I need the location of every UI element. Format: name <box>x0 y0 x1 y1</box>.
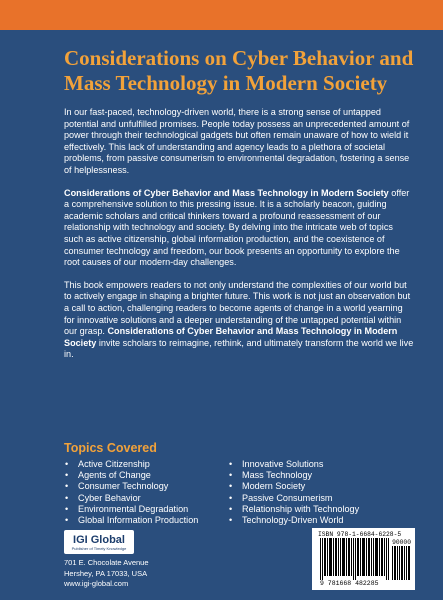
book-title-inline: Considerations of Cyber Behavior and Mass Technology in Modern Society <box>64 326 398 348</box>
address-line-1: 701 E. Chocolate Avenue <box>64 558 149 567</box>
bullet-icon: • <box>65 470 69 481</box>
bullet-icon: • <box>65 481 69 492</box>
book-title: Considerations on Cyber Behavior and Mass Technology in Modern Society <box>64 46 414 95</box>
logo-tagline: Publisher of Timely Knowledge <box>71 545 127 551</box>
topic-item: • Innovative Solutions <box>229 459 324 469</box>
book-title-inline: Considerations of Cyber Behavior and Mass Technology in Modern Society <box>64 187 389 198</box>
bullet-icon: • <box>229 515 233 526</box>
paragraph-3-text-end: invite scholars to reimagine, rethink, and ultimately transform the world we live in. <box>64 337 414 360</box>
publisher-website[interactable]: www.igi-global.com <box>64 579 129 588</box>
isbn-barcode <box>312 528 415 590</box>
topics-list-left <box>64 459 198 526</box>
back-cover-content <box>64 46 414 372</box>
bullet-icon: • <box>65 515 69 526</box>
bullet-icon: • <box>229 470 233 481</box>
topic-item: • Agents of Change <box>65 470 151 481</box>
topics-list-right <box>228 459 359 526</box>
bullet-icon: • <box>65 459 69 469</box>
description-paragraph-2 <box>64 188 414 269</box>
topics-heading: Topics Covered <box>64 441 157 455</box>
topic-item: • Global Information Production <box>65 515 199 526</box>
description-paragraph-3 <box>64 280 414 361</box>
topic-item: • Active Citizenship <box>65 459 150 469</box>
publisher-logo <box>64 530 134 554</box>
ean-number: 9 781668 482285 <box>320 580 379 587</box>
topic-item: • Passive Consumerism <box>229 492 333 503</box>
publisher-address <box>64 558 149 590</box>
bullet-icon: • <box>65 503 69 514</box>
topic-item: • Technology-Driven World <box>229 515 344 526</box>
topic-item: • Mass Technology <box>229 470 313 481</box>
bullet-icon: • <box>229 481 233 492</box>
topic-item: • Modern Society <box>229 481 306 492</box>
bullet-icon: • <box>229 503 233 514</box>
isbn-number: ISBN 978-1-6684-6228-5 <box>318 531 402 538</box>
top-accent-bar <box>0 0 443 30</box>
topic-item: • Environmental Degradation <box>65 503 189 514</box>
logo-brand-text: IGI Global <box>73 533 125 546</box>
topic-item: • Cyber Behavior <box>65 492 141 503</box>
barcode-bars-icon <box>320 538 390 580</box>
address-line-2: Hershey, PA 17033, USA <box>64 568 148 578</box>
price-code: 90000 <box>392 539 411 546</box>
bullet-icon: • <box>229 492 233 503</box>
addon-barcode-icon <box>392 546 410 580</box>
paragraph-2-text: offer a comprehensive solution to this pressing issue. It is a scholarly beacon, guiding academic scholars and critical thinkers toward a profound reassessment of our relationship with technology and society. By delving into the intricate web of topics such as active citizenship, global information production, and the coexistence of consumer technology and freedom, our book presents an opportunity to explore the root causes of our modern-day challenges. <box>64 187 410 268</box>
bullet-icon: • <box>229 459 233 469</box>
topic-item: • Relationship with Technology <box>229 503 360 514</box>
topic-item: • Consumer Technology <box>65 481 169 492</box>
bullet-icon: • <box>65 492 69 503</box>
paragraph-3-text-start: This book empowers readers to not only understand the complexities of our world but to actively engage in shaping a brighter future. This work is not just an observation but a call to action, challenging readers to become agents of change in a world yearning for innovative solutions and a deeper understanding of the untapped potential within our grasp. <box>64 279 411 337</box>
description-paragraph-1: In our fast-paced, technology-driven world, there is a strong sense of untapped potential and unfulfilled promises. People today possess an unprecedented amount of power through their technological gadgets but often remain unaware of how to wield it effectively. This lack of understanding and agency leads to a plethora of societal problems, from passive consumerism to environmental degradation, fostering a sense of helplessness. <box>64 107 410 175</box>
